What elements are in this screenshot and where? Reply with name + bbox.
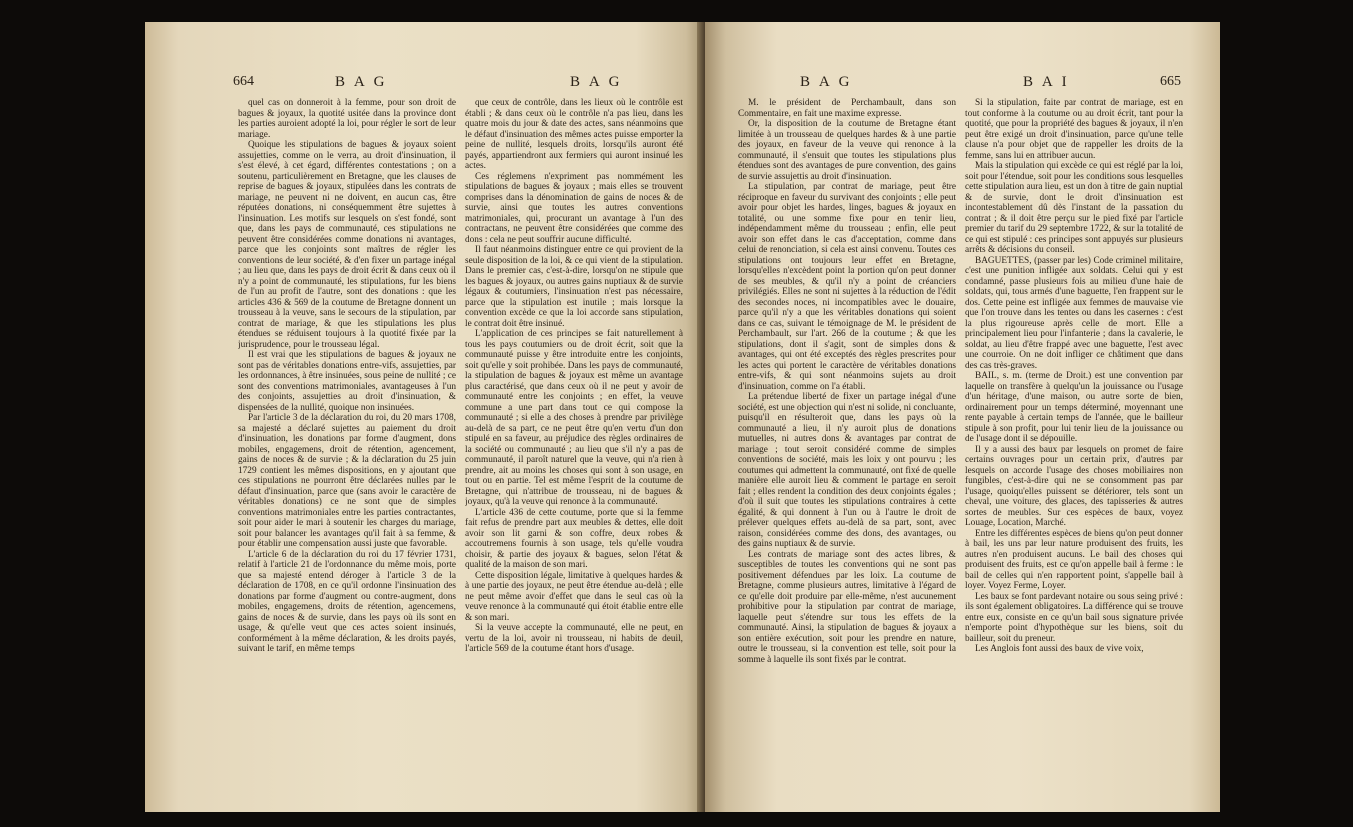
right-column-2 bbox=[965, 98, 1183, 798]
paragraph: Il faut néanmoins distinguer entre ce qui provient de la seule disposition de la loi, & ce qui vient de la stipulation. Dans le premier cas, c'est-à-dire, lorsqu'on ne stipule que les bagues & joyaux, ou autres gains nuptiaux & de survie légaux & coutumiers, l'insinuation n'est pas nécessaire, parce que la stipulation est inutile ; mais lorsque la convention excède ce que la loi accorde sans stipulation, le contrat doit être insinué. bbox=[465, 245, 683, 329]
paragraph: Cette disposition légale, limitative à quelques hardes & à une partie des joyaux, ne peut être étendue au-delà ; elle ne peut même avoir d'effet que dans le seul cas où la veuve renonce à la communauté qui étoit établie entre elle & son mari. bbox=[465, 570, 683, 623]
paragraph: Les contrats de mariage sont des actes libres, & susceptibles de toutes les conventions qui ne sont pas positivement défendues par les loix. La coutume de Bretagne, comme plusieurs autres, limitative à l'égard de ce qu'elle doit produire par elle-même, n'est aucunement prohibitive pour la stipulation par contrat de mariage, laquelle peut s'étendre sur tous les effets de la communauté. Ainsi, la stipulation de bagues & joyaux a son entière exécution, soit pour les prendre en nature, outre le trousseau, si la convention est telle, soit pour la somme à laquelle ils sont fixés par le contrat. bbox=[738, 549, 956, 665]
paragraph: Si la veuve accepte la communauté, elle ne peut, en vertu de la loi, avoir ni trousseau, ni habits de deuil, l'article 569 de la coutume étant hors d'usage. bbox=[465, 623, 683, 654]
paragraph: Entre les différentes espèces de biens qu'on peut donner à bail, les uns par leur nature produisent des fruits, les autres n'en produisent aucuns. Le bail des choses qui produisent des fruits, est ce qu'on appelle bail à ferme : le bail de celles qui n'en rapportent point, s'appelle bail à loyer. Voyez Ferme, Loyer. bbox=[965, 528, 1183, 591]
left-column-2 bbox=[465, 98, 683, 798]
paragraph: Les baux se font pardevant notaire ou sous seing privé : ils sont également obligatoires. La différence qui se trouve entre eux, consiste en ce qu'un bail sous signature privée n'emporte point d'hypothèque sur les biens, soit du bailleur, soit du preneur. bbox=[965, 591, 1183, 644]
left-head-title-2: B A G bbox=[570, 74, 623, 90]
paragraph: Ces réglemens n'expriment pas nommément les stipulations de bagues & joyaux ; mais elles se trouvent comprises dans la dénomination de gains de noces & de survie, ainsi que toutes les autres conventions matrimoniales, qui, procurant un avantage à l'un des contractans, ne peuvent être considérées que comme des dons : cela ne peut souffrir aucune difficulté. bbox=[465, 171, 683, 245]
open-book bbox=[145, 22, 1220, 812]
paragraph: L'application de ces principes se fait naturellement à tous les pays coutumiers ou de droit écrit, soit que la communauté puisse y être introduite entre les conjoints, soit qu'elle y soit prohibée. Dans les pays de communauté, la stipulation de bagues & joyaux est même un avantage plus caractérisé, que dans ceux où il ne peut y avoir de communauté entre les conjoints ; en effet, la veuve commune a une part dans tout ce qui compose la communauté ; si elle a des choses à prendre par privilège au-delà de sa part, ce ne peut être qu'en vertu d'un don stipulé en sa faveur, au préjudice des règles ordinaires de la société ou communauté ; au lieu que s'il n'y a pas de communauté, il paroît naturel que la veuve, qui n'a rien à prendre, ait au moins les choses qui sont à son usage, en tout ou en partie. Tel est même l'esprit de la coutume de Bretagne, qui n'attribue de trousseau, ni de bagues & joyaux, qu'à la veuve qui renonce à la communauté. bbox=[465, 329, 683, 507]
right-running-head bbox=[705, 74, 1220, 94]
paragraph: L'article 6 de la déclaration du roi du 17 février 1731, relatif à l'article 21 de l'ordonnance du même mois, porte que sa majesté entend déroger à l'article 3 de la déclaration de 1708, en ce qu'il ordonne l'insinuation des donations par forme d'augment ou contre-augment, dons mobiles, engagemens, droits de rétention, agencemens, gains de noces & de survie, dans les pays où ils sont en usage, & qu'elle veut que ces actes soient insinués, conformément à la même déclaration, & les droits payés, suivant le tarif, en même temps bbox=[238, 549, 456, 654]
right-head-title-1: B A G bbox=[800, 74, 853, 90]
paragraph: Mais la stipulation qui excède ce qui est réglé par la loi, soit pour l'étendue, soit pour les conditions sous lesquelles cette stipulation aura lieu, est un don à titre de gain nuptial & de survie, dont le droit d'insinuation est incontestablement dû dès l'instant de la passation du contrat ; & il doit être perçu sur le pied fixé par l'article premier du tarif du 29 septembre 1722, & sur la totalité de ce qui est stipulé : ces principes sont appuyés sur plusieurs arrêts & décisions du conseil. bbox=[965, 161, 1183, 255]
right-page-number: 665 bbox=[1160, 74, 1181, 89]
paragraph: La stipulation, par contrat de mariage, peut être réciproque en faveur du survivant des conjoints ; elle peut avoir pour objet les hardes, linges, bagues & joyaux en totalité, ou une somme fixe pour en tenir lieu, indépendamment même du trousseau ; enfin, elle peut avoir son effet dans le cas d'acceptation, comme dans celui de renonciation, si cela est ainsi convenu. Toutes ces stipulations ont toujours leur effet en Bretagne, lorsqu'elles n'excèdent point la portion qu'on peut donner de ses meubles, & qu'il n'y a point de créanciers privilégiés. Elles ne sont ni sujettes à la réduction de l'édit des secondes noces, ni incompatibles avec le douaire, parce qu'il n'y a que les véritables donations qui soient dans ce cas, suivant le témoignage de M. le président de Perchambault, sur l'art. 266 de la coutume ; & que les stipulations, dont il s'agit, sont de simples dons & avantages, qui ont été exceptés des règles prescrites pour les actes qui portent le caractère de véritables donations entre-vifs, & qui sont néanmoins sujets au droit d'insinuation, comme on l'a établi. bbox=[738, 182, 956, 392]
paragraph: Quoique les stipulations de bagues & joyaux soient assujetties, comme on le verra, au droit d'insinuation, il s'est élevé, à cet égard, différentes contestations ; on a soutenu, particulièrement en Bretagne, que les clauses de reprise de bagues & joyaux, stipulées dans les contrats de mariage, ne peuvent ni ne doivent, en aucun cas, être réputées donations, ni conséquemment être sujettes à l'insinuation. Les motifs sur lesquels on s'est fondé, sont que, dans les pays de communauté, ces stipulations ne peuvent être considérées comme donations ni avantages, parce que les conjoints sont maîtres de régler les conventions de leur société, & d'en fixer un partage inégal ; au lieu que, dans les pays de droit écrit & dans ceux où il n'y a point de communauté, les stipulations, fur les biens de l'un au profit de l'autre, sont des donations : que les articles 436 & 569 de la coutume de Bretagne donnent un trousseau à la veuve, sans le secours de la stipulation, par contrat de mariage, & que les stipulations les plus étendues se réduisent toujours à la quotité fixée par la jurisprudence, pour le trousseau légal. bbox=[238, 140, 456, 350]
left-running-head bbox=[145, 74, 703, 94]
left-head-title-1: B A G bbox=[335, 74, 388, 90]
paragraph: Les Anglois font aussi des baux de vive voix, bbox=[975, 644, 1144, 654]
paragraph: M. le président de Perchambault, dans son Commentaire, en fait une maxime expresse. bbox=[738, 98, 956, 119]
right-column-1 bbox=[738, 98, 956, 798]
paragraph: La prétendue liberté de fixer un partage inégal d'une société, est une objection qui n'est ni solide, ni concluante, puisqu'il en résulteroit que, dans les pays où la communauté a lieu, il n'y auroit plus de donations mutuelles, ni autres dons & avantages par contrat de mariage ; tout seroit considéré comme de simples conventions de société, mais les loix y ont pourvu ; les coutumes qui admettent la communauté, ont fixé de quelle manière elle auroit lieu & comment le partage en seroit fait ; elles rendent la condition des deux conjoints égales ; d'où il suit que toutes les stipulations contraires à cette égalité, & qui donnent à l'un ou à l'autre le droit de prélever quelques effets au-delà de sa part, sont, avec raison, considérées comme des dons, des avantages, ou des gains nuptiaux & de survie. bbox=[738, 392, 956, 549]
paragraph: Si la stipulation, faite par contrat de mariage, est en tout conforme à la coutume ou au droit écrit, tant pour la quotité, que pour la propriété des bagues & joyaux, il n'en peut être exigé un droit d'insinuation, parce qu'une telle clause n'a pour objet que de rappeller les droits de la femme, sans lui en attribuer aucun. bbox=[965, 98, 1183, 161]
paragraph: Il est vrai que les stipulations de bagues & joyaux ne sont pas de véritables donations entre-vifs, assujetties, par les ordonnances, à être insinuées, sous peine de nullité ; ce sont des conventions matrimoniales, avantageuses à l'un des conjoints, assujetties au droit d'insinuation, & dispensées de la nullité, quoique non insinuées. bbox=[238, 350, 456, 413]
paragraph: L'article 436 de cette coutume, porte que si la femme fait refus de prendre part aux meubles & dettes, elle doit avoir son lit garni & son coffre, deux robes & accoutremens fournis à son usage, tels qu'elle voudra choisir, & partie des joyaux & bagues, selon l'état & qualité de la maison de son mari. bbox=[465, 507, 683, 570]
paragraph: Or, la disposition de la coutume de Bretagne étant limitée à un trousseau de quelques hardes & à une partie des joyaux, en faveur de la veuve qui renonce à la communauté, il s'ensuit que toutes les stipulations plus étendues sont des avantages de pure convention, des gains de survie assujettis au droit d'insinuation. bbox=[738, 119, 956, 182]
paragraph: que ceux de contrôle, dans les lieux où le contrôle est établi ; & dans ceux où le contrôle n'a pas lieu, dans les quatre mois du jour & date des actes, sans néanmoins que le défaut d'insinuation des mêmes actes puisse emporter la peine de nullité, lesquels droits, lorsqu'ils auront été payés, appartiendront aux fermiers qui auront insinué les actes. bbox=[465, 98, 683, 171]
paragraph: Il y a aussi des baux par lesquels on promet de faire certains ouvrages pour un certain prix, d'autres par lesquels on accorde l'usage des choses mobiliaires non fungibles, c'est-à-dire qui ne se consomment pas par l'usage, quoiqu'elles puissent se détériorer, tels sont un cheval, une voiture, des glaces, des tapisseries & autres sortes de meubles. Sur ces espèces de baux, voyez Louage, Location, Marché. bbox=[965, 444, 1183, 528]
right-page bbox=[705, 22, 1220, 812]
paragraph: Par l'article 3 de la déclaration du roi, du 20 mars 1708, sa majesté a déclaré sujettes au paiement du droit d'insinuation, les donations par forme d'augment, dons mobiles, engagemens, droit de rétention, agencement, gains de noces & de survie ; & la déclaration du 25 juin 1729 contient les mêmes dispositions, en y ajoutant que ces stipulations ne pourront être déclarées nulles par le défaut d'insinuation, parce que (sans avoir le caractère de véritables donations) ce ne sont que de simples conventions matrimoniales entre les parties contractantes, soit pour aider le mari à soutenir les charges du mariage, soit pour balancer les avantages qu'il fait à sa femme, & pour établir une compensation aussi juste que favorable. bbox=[238, 413, 456, 549]
paragraph: BAGUETTES, (passer par les) Code criminel militaire, c'est une punition infligée aux soldats. Celui qui y est condamné, passe plusieurs fois au milieu d'une haie de soldats, qui, tous armés d'une baguette, l'en frappent sur le dos. Cette peine est infligée aux femmes de mauvaise vie que l'on trouve dans les tentes ou dans les casernes : c'est la plus rigoureuse après celle de mort. Elle a principalement lieu pour l'infanterie ; dans la cavalerie, le soldat, au lieu d'être frappé avec une baguette, l'est avec une courroie. On ne doit infliger ce châtiment que dans des cas très-graves. bbox=[965, 255, 1183, 371]
right-head-title-2: B A I bbox=[1023, 74, 1070, 90]
left-page-number: 664 bbox=[233, 74, 254, 89]
left-column-1 bbox=[238, 98, 456, 798]
paragraph: BAIL, s. m. (terme de Droit.) est une convention par laquelle on transfère à quelqu'un la jouissance ou l'usage d'un héritage, d'une maison, ou autre sorte de bien, ordinairement pour un temps déterminé, moyennant une rente payable à certain temps de l'année, que le bailleur stipule à son profit, pour lui tenir lieu de la jouissance ou de l'usage dont il se dépouille. bbox=[965, 371, 1183, 444]
left-page bbox=[145, 22, 703, 812]
paragraph: quel cas on donneroit à la femme, pour son droit de bagues & joyaux, la quotité usitée dans la province dont les parties auroient adopté la loi, pour régler le sort de leur mariage. bbox=[238, 98, 456, 140]
